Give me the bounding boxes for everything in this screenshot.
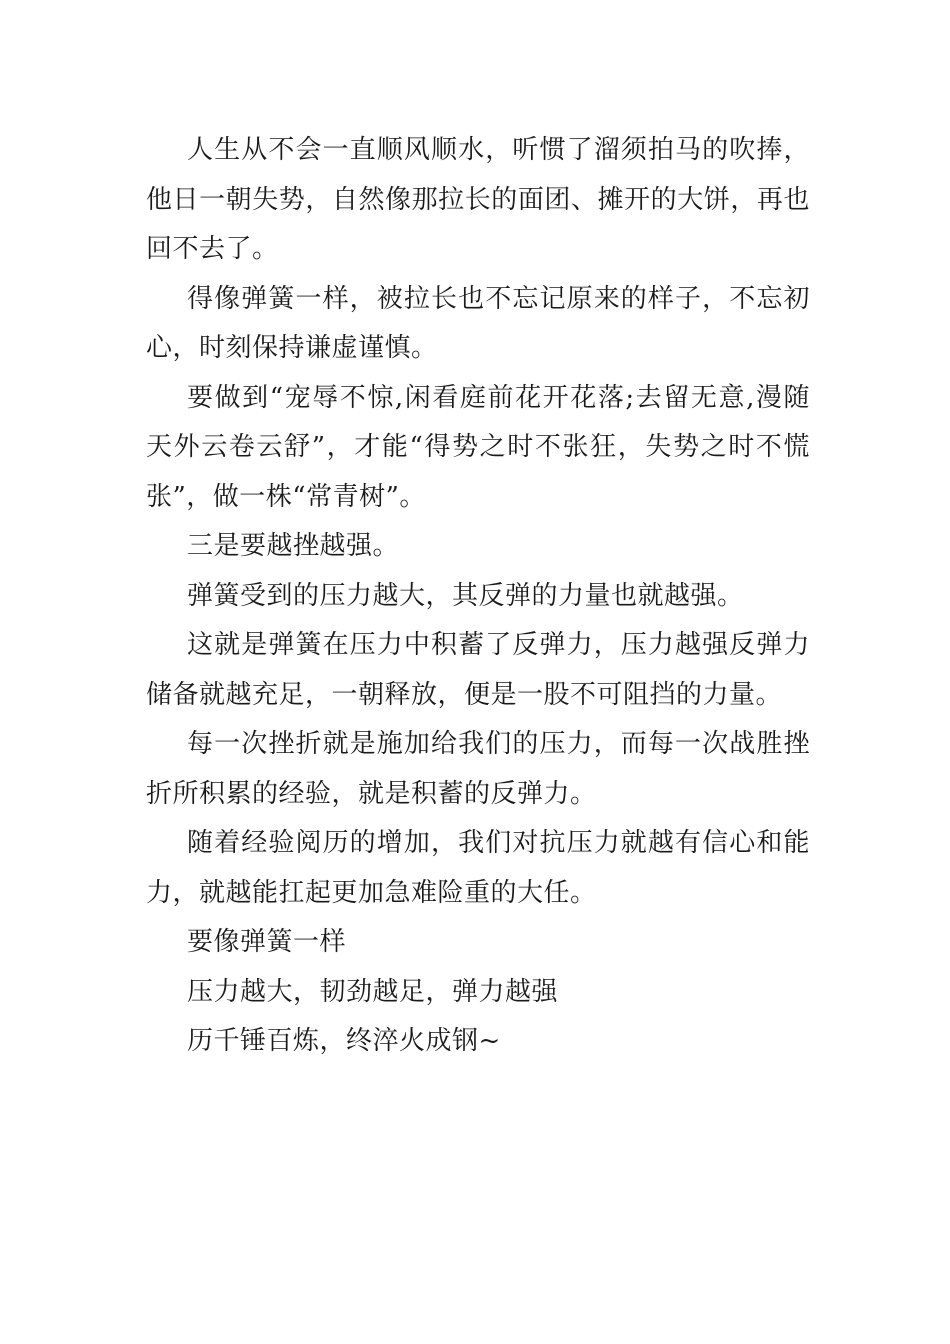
paragraph: 这就是弹簧在压力中积蓄了反弹力，压力越强反弹力储备就越充足，一朝释放，便是一股不可阻挡的力量。 [146, 630, 810, 710]
paragraph: 历千锤百炼，终淬火成钢~ [187, 1026, 501, 1056]
paragraph: 三是要越挫越强。 [187, 531, 400, 561]
paragraph: 得像弹簧一样，被拉长也不忘记原来的样子，不忘初心，时刻保持谦虚谨慎。 [146, 283, 810, 363]
paragraph: 要像弹簧一样 [187, 927, 347, 957]
paragraph: 要做到“宠辱不惊,闲看庭前花开花落;去留无意,漫随天外云卷云舒”，才能“得势之时不张狂，失势之时不慌张”，做一株“常青树”。 [146, 382, 810, 512]
paragraph: 人生从不会一直顺风顺水，听惯了溜须拍马的吹捧，他日一朝失势，自然像那拉长的面团、摊开的大饼，再也回不去了。 [146, 135, 810, 264]
paragraph: 压力越大，韧劲越足，弹力越强 [187, 976, 559, 1007]
document-body [146, 126, 810, 1067]
paragraph: 弹簧受到的压力越大，其反弹的力量也就越强。 [187, 580, 744, 611]
paragraph: 随着经验阅历的增加，我们对抗压力就越有信心和能力，就越能扛起更加急难险重的大任。 [146, 828, 810, 908]
paragraph: 每一次挫折就是施加给我们的压力，而每一次战胜挫折所积累的经验，就是积蓄的反弹力。 [146, 729, 810, 809]
